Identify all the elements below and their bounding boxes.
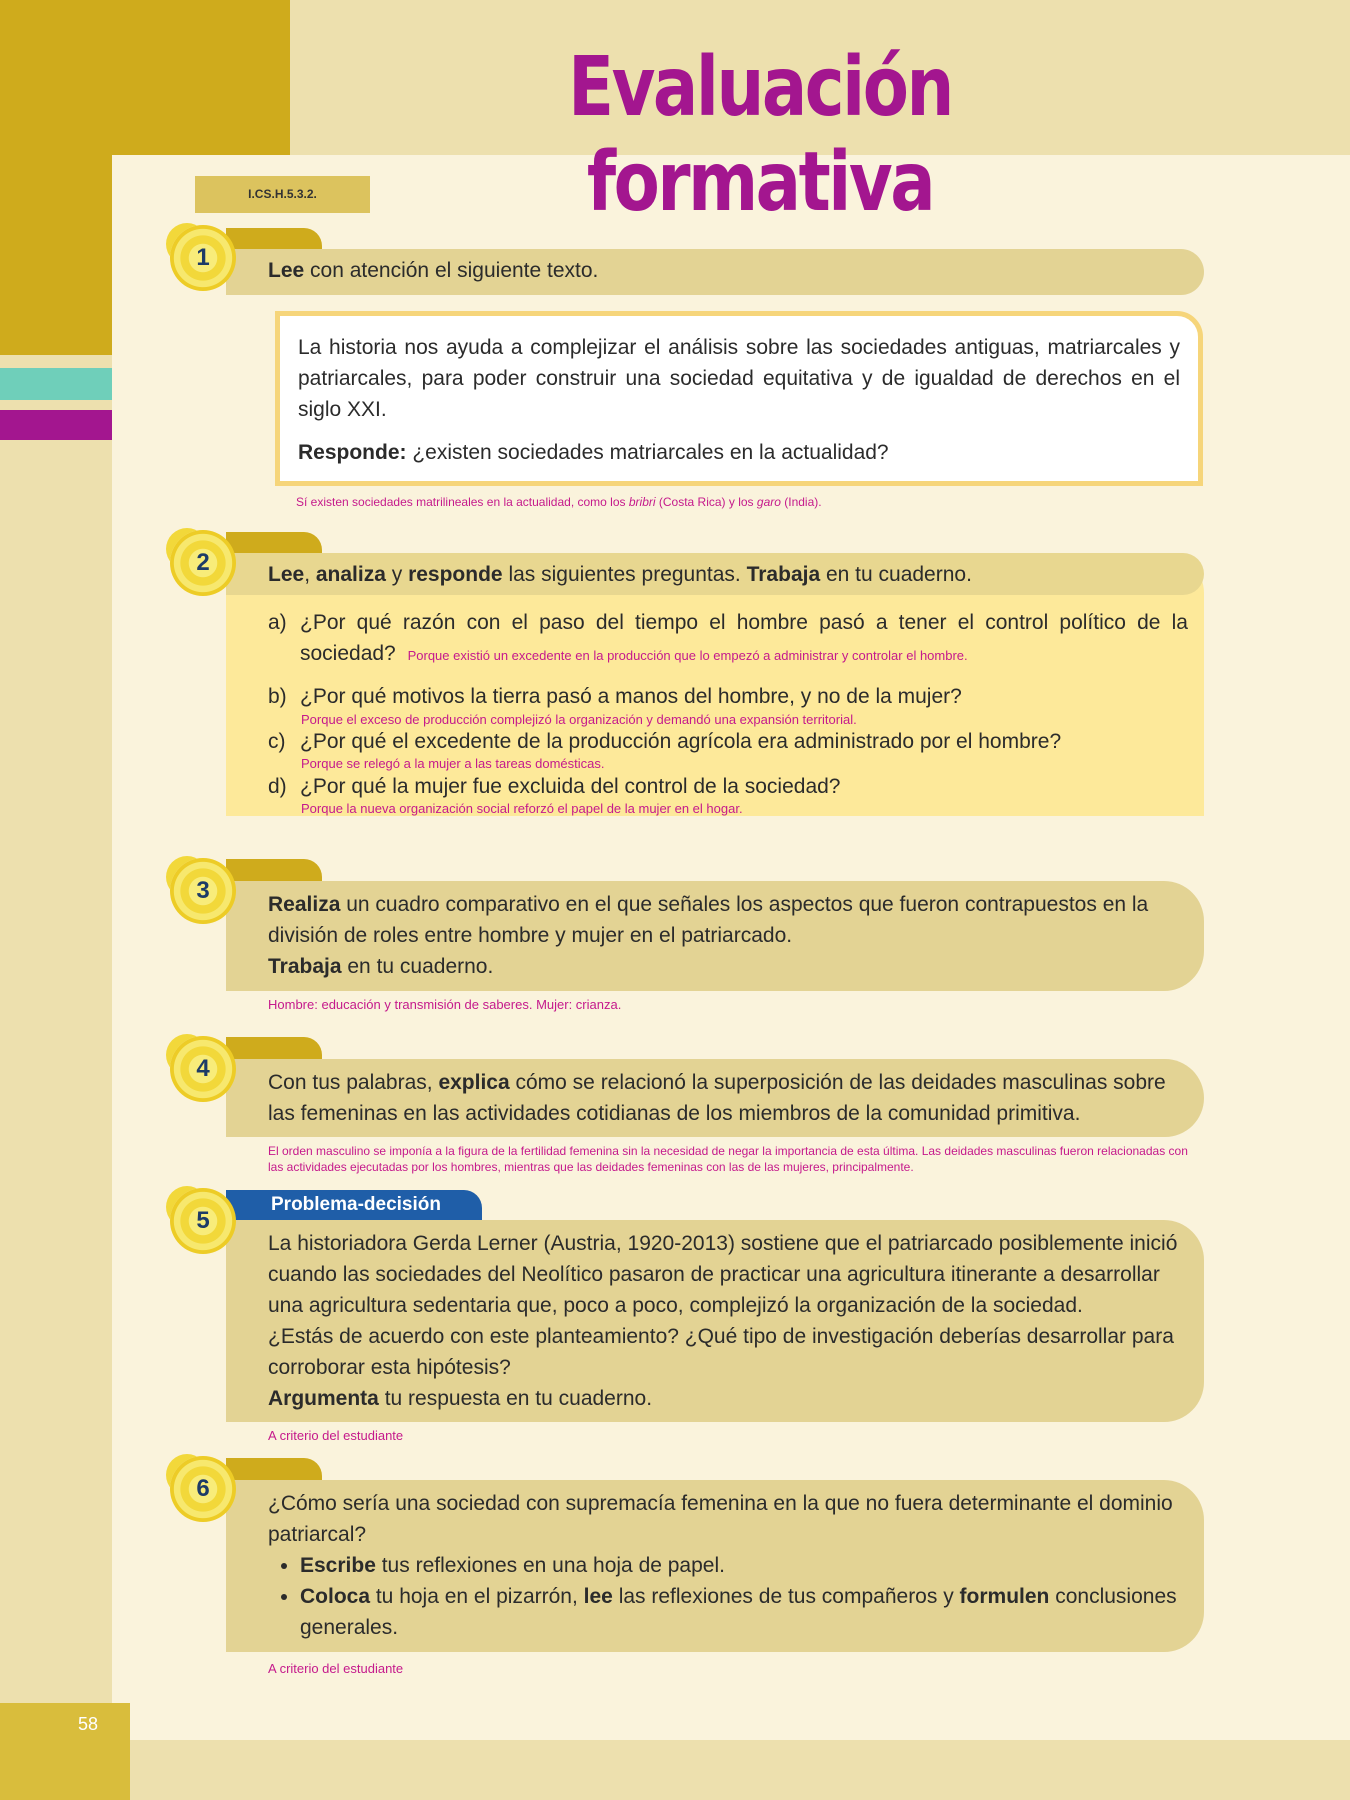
activity-4-box: Con tus palabras, explica cómo se relacionó la superposición de las deidades masculinas sobre las femeninas en las actividades cotidianas de los miembros de la comunidad primitiva.	[226, 1059, 1204, 1137]
page-number-block	[0, 1703, 130, 1800]
answer-2b: Porque el exceso de producción complejizó la organización y demandó una expansión territorial.	[301, 712, 857, 727]
answer-5: A criterio del estudiante	[268, 1428, 404, 1443]
list-item: • Escribe tus reflexiones en una hoja de papel.	[300, 1550, 1184, 1581]
answer-2c: Porque se relegó a la mujer a las tareas domésticas.	[301, 756, 605, 771]
reading-box	[275, 311, 1203, 486]
question-c: c) ¿Por qué el excedente de la producción agrícola era administrado por el hombre?	[268, 730, 1062, 753]
activity-1-instruction: Lee con atención el siguiente texto.	[226, 249, 1204, 295]
activity-number-badge: 2	[170, 530, 236, 596]
activity-number-badge: 6	[170, 1456, 236, 1522]
activity-number-badge: 3	[170, 858, 236, 924]
answer-2d: Porque la nueva organización social reforzó el papel de la mujer en el hogar.	[301, 801, 743, 816]
answer-1: Sí existen sociedades matrilineales en la actualidad, como los bribri (Costa Rica) y los garo (India).	[296, 495, 822, 509]
teal-stripe	[0, 368, 112, 400]
activity-6-box: ¿Cómo sería una sociedad con supremacía femenina en la que no fuera determinante el dominio patriarcal? • Escribe tus reflexiones en una hoja de papel. • Coloca tu hoja en el pizarrón, lee las reflexiones de tus compañeros y formulen conclusiones generales.	[226, 1480, 1204, 1652]
activity-5-box: La historiadora Gerda Lerner (Austria, 1920-2013) sostiene que el patriarcado posiblemente inició cuando las sociedades del Neolítico pasaron de practicar una agricultura itinerante a desarrollar una agricultura sedentaria que, poco a poco, complejizó la organización de la sociedad. ¿Estás de acuerdo con este planteamiento? ¿Qué tipo de investigación deberías desarrollar para corroborar esta hipótesis? Argumenta tu respuesta en tu cuaderno.	[226, 1220, 1204, 1422]
question-b: b) ¿Por qué motivos la tierra pasó a manos del hombre, y no de la mujer?	[268, 685, 962, 708]
activity-3-box: Realiza un cuadro comparativo en el que señales los aspectos que fueron contrapuestos en la división de roles entre hombre y mujer en el patriarcado. Trabaja en tu cuaderno.	[226, 881, 1204, 991]
magenta-stripe	[0, 410, 112, 440]
page-title: Evaluación formativa	[568, 40, 952, 230]
answer-6: A criterio del estudiante	[268, 1661, 404, 1676]
answer-3: Hombre: educación y transmisión de saberes. Mujer: crianza.	[268, 997, 622, 1012]
activity-6-list	[268, 1550, 1184, 1643]
activity-number-badge: 5	[170, 1188, 236, 1254]
reading-question: Responde: ¿existen sociedades matriarcales en la actualidad?	[298, 441, 889, 464]
activity-2-instruction: Lee, analiza y responde las siguientes preguntas. Trabaja en tu cuaderno.	[226, 553, 1204, 595]
question-d: d) ¿Por qué la mujer fue excluida del control de la sociedad?	[268, 775, 841, 798]
answer-2a: Porque existió un excedente en la producción que lo empezó a administrar y controlar el hombre.	[407, 648, 968, 663]
list-item: • Coloca tu hoja en el pizarrón, lee las reflexiones de tus compañeros y formulen conclusiones generales.	[300, 1581, 1184, 1643]
activity-number-badge: 4	[170, 1036, 236, 1102]
page-number: 58	[78, 1714, 99, 1734]
skill-code: I.CS.H.5.3.2.	[195, 176, 370, 213]
problema-decision-tab: Problema-decisión	[226, 1190, 482, 1220]
question-a: a) ¿Por qué razón con el paso del tiempo el hombre pasó a tener el control político de la sociedad? Porque existió un excedente en la producción que lo empezó a administrar y controlar el hombre.	[268, 611, 1188, 665]
answer-4: El orden masculino se imponía a la figura de la fertilidad femenina sin la necesidad de negar la importancia de esta última. Las deidades masculinas fueron relacionadas con las actividades ejecutadas por los hombres, mientras que las deidades femeninas con las de las mujeres, principalmente.	[268, 1144, 1188, 1174]
activity-number-badge: 1	[170, 225, 236, 291]
reading-text: La historia nos ayuda a complejizar el análisis sobre las sociedades antiguas, matriarcales y patriarcales, para poder construir una sociedad equitativa y de igualdad de derechos en el siglo XXI.	[298, 336, 1180, 421]
